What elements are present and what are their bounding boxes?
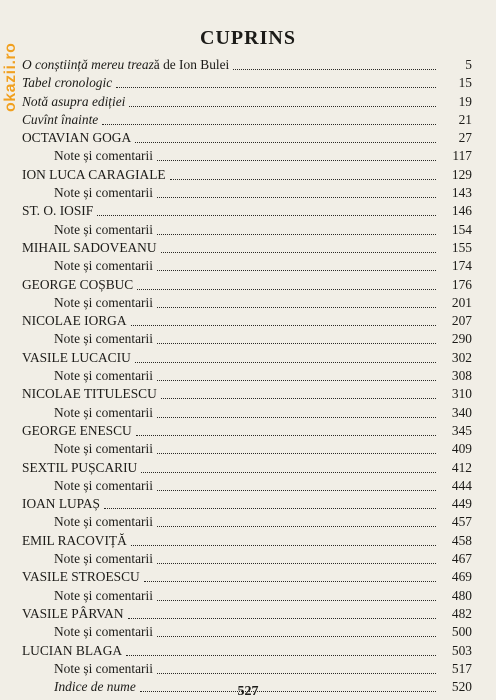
toc-entry-label-italic: Notă asupra ediției <box>22 93 126 109</box>
toc-entry-label: Note și comentarii <box>54 477 153 493</box>
toc-entry-page: 21 <box>458 111 472 127</box>
toc-entry-page: 308 <box>451 368 472 384</box>
toc-entry <box>22 93 472 111</box>
page-title: CUPRINS <box>200 27 296 49</box>
toc-entry-label: VASILE PÂRVAN <box>22 605 124 621</box>
toc-entry-label: Note și comentarii <box>54 368 153 384</box>
leader-dots <box>157 149 436 161</box>
toc-entry <box>22 166 472 184</box>
toc-entry-page: 310 <box>451 386 472 402</box>
toc-entry <box>22 74 472 92</box>
toc-entry-label: VASILE LUCACIU <box>22 349 131 365</box>
toc-entry-label: ST. O. IOSIF <box>22 203 94 219</box>
toc-entry-label: Note și comentarii <box>54 331 153 347</box>
toc-entry-label: SEXTIL PUȘCARIU <box>22 459 138 475</box>
leader-dots <box>135 351 436 363</box>
toc-entry <box>22 202 472 220</box>
leader-dots <box>137 278 436 290</box>
leader-dots <box>157 186 436 198</box>
table-of-contents <box>22 56 472 696</box>
leader-dots <box>136 424 436 436</box>
toc-entry <box>22 147 472 165</box>
toc-entry-page: 129 <box>451 166 472 182</box>
toc-entry-label-italic: Tabel cronologic <box>22 75 113 91</box>
toc-entry-label: Note și comentarii <box>54 404 153 420</box>
leader-dots <box>157 479 436 491</box>
leader-dots <box>135 131 436 143</box>
toc-entry-page: 444 <box>451 477 472 493</box>
toc-entry <box>22 276 472 294</box>
toc-entry-label: MIHAIL SADOVEANU <box>22 239 157 255</box>
toc-entry-label: Note și comentarii <box>54 624 153 640</box>
toc-entry-page: 154 <box>451 221 472 237</box>
leader-dots <box>157 296 436 308</box>
toc-entry <box>22 660 472 678</box>
toc-entry <box>22 385 472 403</box>
toc-entry-label: Note și comentarii <box>54 514 153 530</box>
toc-entry-label: OCTAVIAN GOGA <box>22 130 132 146</box>
leader-dots <box>157 625 436 637</box>
toc-entry-page: 117 <box>452 148 472 164</box>
toc-entry-label: Note și comentarii <box>54 221 153 237</box>
toc-entry-label: NICOLAE IORGA <box>22 313 127 329</box>
leader-dots <box>157 552 436 564</box>
toc-entry <box>22 477 472 495</box>
toc-entry-label: IOAN LUPAȘ <box>22 496 101 512</box>
toc-entry-page: 143 <box>451 185 472 201</box>
toc-entry-page: 290 <box>451 331 472 347</box>
leader-dots <box>97 204 436 216</box>
toc-entry <box>22 623 472 641</box>
leader-dots <box>131 534 436 546</box>
leader-dots <box>128 607 437 619</box>
toc-entry <box>22 111 472 129</box>
toc-entry-page: 412 <box>451 459 472 475</box>
toc-entry-label: Note și comentarii <box>54 185 153 201</box>
toc-entry <box>22 422 472 440</box>
toc-entry-label: GEORGE COȘBUC <box>22 276 134 292</box>
toc-entry-page: 340 <box>451 404 472 420</box>
toc-entry-label: Note și comentarii <box>54 148 153 164</box>
leader-dots <box>161 387 436 399</box>
toc-entry-label: Note și comentarii <box>54 258 153 274</box>
toc-entry-label <box>22 111 98 129</box>
toc-entry-label: Note și comentarii <box>54 587 153 603</box>
leader-dots <box>161 241 436 253</box>
toc-entry-page: 5 <box>465 57 472 72</box>
toc-entry-page: 174 <box>451 258 472 274</box>
toc-entry-page: 207 <box>451 313 472 329</box>
leader-dots <box>129 95 436 107</box>
toc-entry-page: 27 <box>458 130 472 146</box>
leader-dots <box>233 58 436 70</box>
page-number: 527 <box>237 684 259 699</box>
toc-entry-page: 155 <box>451 239 472 255</box>
leader-dots <box>157 515 436 527</box>
toc-entry <box>22 495 472 513</box>
toc-entry-page: 449 <box>451 496 472 512</box>
toc-entry <box>22 532 472 550</box>
leader-dots <box>131 314 436 326</box>
leader-dots <box>157 442 436 454</box>
toc-entry <box>22 568 472 586</box>
toc-entry-page: 201 <box>451 294 472 310</box>
toc-entry <box>22 367 472 385</box>
toc-entry-label <box>22 93 125 111</box>
toc-entry <box>22 330 472 348</box>
toc-entry <box>22 294 472 312</box>
toc-entry-page: 345 <box>451 422 472 438</box>
toc-entry <box>22 129 472 147</box>
leader-dots <box>157 259 436 271</box>
toc-entry-label: Note și comentarii <box>54 551 153 567</box>
toc-entry-page: 517 <box>451 660 472 676</box>
toc-entry-page: 480 <box>451 587 472 603</box>
toc-entry-page: 458 <box>451 532 472 548</box>
leader-dots <box>170 168 436 180</box>
toc-entry-label: EMIL RACOVIȚĂ <box>22 532 127 548</box>
toc-entry-page: 457 <box>451 514 472 530</box>
watermark: okazii.ro <box>2 42 19 112</box>
leader-dots <box>157 369 436 381</box>
toc-entry-page: 500 <box>451 624 472 640</box>
toc-entry-page: 482 <box>451 605 472 621</box>
toc-entry <box>22 257 472 275</box>
toc-entry-label-italic: O conștiință mereu treaz <box>22 57 154 72</box>
leader-dots <box>141 461 436 473</box>
toc-entry <box>22 587 472 605</box>
toc-entry-page: 19 <box>458 93 472 109</box>
toc-entry-label: LUCIAN BLAGA <box>22 642 123 658</box>
toc-entry <box>22 184 472 202</box>
toc-entry-page: 15 <box>458 75 472 91</box>
toc-entry-label: ION LUCA CARAGIALE <box>22 166 166 182</box>
toc-entry-label-rest: ă de Ion Bulei <box>153 57 230 72</box>
toc-entry <box>22 404 472 422</box>
toc-entry-label <box>22 74 112 92</box>
toc-entry-page: 469 <box>451 569 472 585</box>
toc-entry <box>22 239 472 257</box>
toc-entry <box>22 550 472 568</box>
toc-entry-page: 176 <box>451 276 472 292</box>
toc-entry-label: Indice de nume <box>54 679 136 695</box>
toc-entry-page: 302 <box>451 349 472 365</box>
leader-dots <box>157 223 436 235</box>
leader-dots <box>157 589 436 601</box>
leader-dots <box>126 644 436 656</box>
toc-entry <box>22 56 472 74</box>
toc-entry <box>22 221 472 239</box>
leader-dots <box>157 406 436 418</box>
toc-entry-page: 467 <box>451 551 472 567</box>
toc-entry <box>22 513 472 531</box>
toc-entry-label: GEORGE ENESCU <box>22 422 132 438</box>
toc-entry-label-italic: Cuvînt înainte <box>22 111 99 127</box>
leader-dots <box>157 332 436 344</box>
leader-dots <box>157 662 436 674</box>
toc-entry-label <box>22 56 229 74</box>
toc-entry <box>22 349 472 367</box>
toc-entry-label: Note și comentarii <box>54 660 153 676</box>
leader-dots <box>102 113 436 125</box>
toc-entry-label: Note și comentarii <box>54 441 153 457</box>
toc-entry-page: 503 <box>451 642 472 658</box>
toc-entry <box>22 605 472 623</box>
toc-entry-page: 520 <box>451 679 472 695</box>
toc-entry <box>22 440 472 458</box>
toc-entry-label: VASILE STROESCU <box>22 569 140 585</box>
toc-entry-label: NICOLAE TITULESCU <box>22 386 157 402</box>
toc-entry <box>22 312 472 330</box>
leader-dots <box>116 76 436 88</box>
toc-entry-label: Note și comentarii <box>54 294 153 310</box>
toc-entry-page: 409 <box>451 441 472 457</box>
toc-entry <box>22 642 472 660</box>
toc-entry-page: 146 <box>451 203 472 219</box>
leader-dots <box>104 497 436 509</box>
toc-entry <box>22 459 472 477</box>
leader-dots <box>144 570 436 582</box>
